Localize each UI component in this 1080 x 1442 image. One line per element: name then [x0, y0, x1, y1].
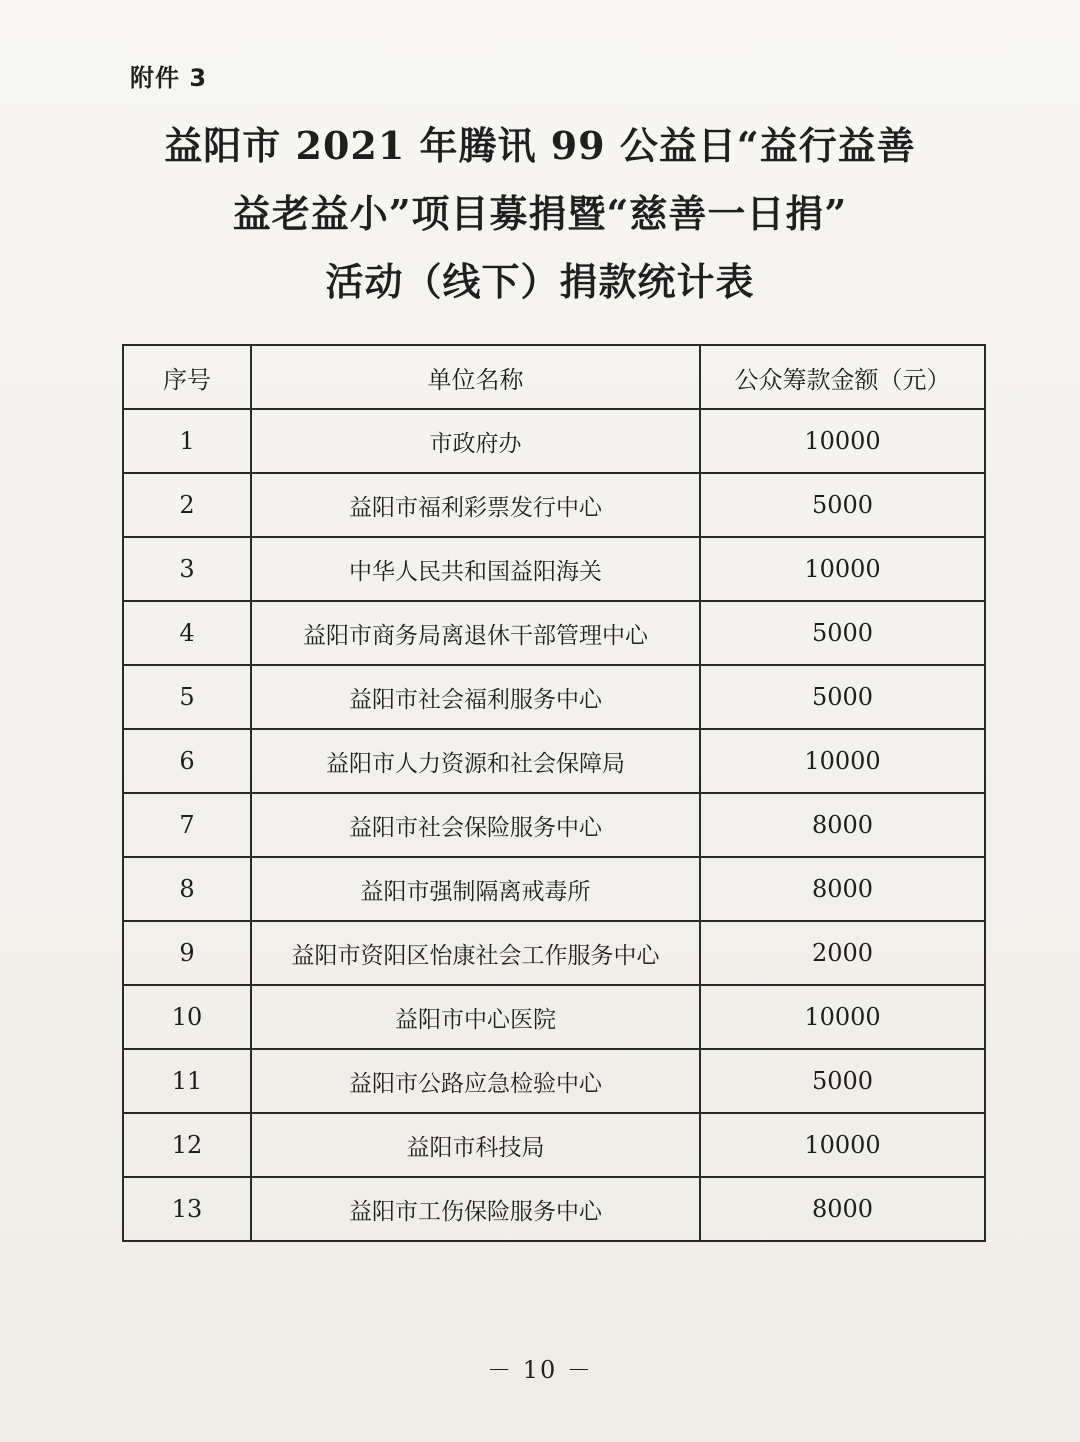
- row-index: 5: [123, 665, 251, 729]
- row-unit: 益阳市福利彩票发行中心: [251, 473, 700, 537]
- table-row: [123, 1177, 985, 1241]
- title-line-3: 活动（线下）捐款统计表: [325, 259, 755, 304]
- table-row: [123, 537, 985, 601]
- row-index: 9: [123, 921, 251, 985]
- row-unit: 益阳市强制隔离戒毒所: [251, 857, 700, 921]
- row-index: 2: [123, 473, 251, 537]
- row-amount: 10000: [700, 1113, 985, 1177]
- row-amount: 5000: [700, 665, 985, 729]
- row-amount: 5000: [700, 1049, 985, 1113]
- row-index: 4: [123, 601, 251, 665]
- row-amount: 8000: [700, 1177, 985, 1241]
- row-unit: 益阳市科技局: [251, 1113, 700, 1177]
- document-title: [0, 112, 1080, 316]
- row-amount: 2000: [700, 921, 985, 985]
- table-row: [123, 985, 985, 1049]
- header-amount: 公众筹款金额（元）: [700, 345, 985, 409]
- row-unit: 益阳市工伤保险服务中心: [251, 1177, 700, 1241]
- table-row: [123, 921, 985, 985]
- table-row: [123, 601, 985, 665]
- title-line-1: 益阳市 2021 年腾讯 99 公益日“益行益善: [164, 123, 916, 168]
- row-index: 1: [123, 409, 251, 473]
- row-unit: 益阳市中心医院: [251, 985, 700, 1049]
- row-index: 12: [123, 1113, 251, 1177]
- row-index: 11: [123, 1049, 251, 1113]
- table-row: [123, 1113, 985, 1177]
- row-unit: 益阳市公路应急检验中心: [251, 1049, 700, 1113]
- row-unit: 益阳市商务局离退休干部管理中心: [251, 601, 700, 665]
- row-index: 7: [123, 793, 251, 857]
- row-unit: 中华人民共和国益阳海关: [251, 537, 700, 601]
- table-row: [123, 729, 985, 793]
- table-row: [123, 1049, 985, 1113]
- table-row: [123, 793, 985, 857]
- table-row: [123, 857, 985, 921]
- row-amount: 10000: [700, 729, 985, 793]
- row-unit: 益阳市社会福利服务中心: [251, 665, 700, 729]
- row-index: 13: [123, 1177, 251, 1241]
- table-header-row: [123, 345, 985, 409]
- row-amount: 5000: [700, 473, 985, 537]
- row-amount: 10000: [700, 985, 985, 1049]
- donation-table: [122, 344, 986, 1242]
- header-index: 序号: [123, 345, 251, 409]
- row-unit: 市政府办: [251, 409, 700, 473]
- table-row: [123, 665, 985, 729]
- row-amount: 8000: [700, 857, 985, 921]
- row-index: 3: [123, 537, 251, 601]
- header-unit: 单位名称: [251, 345, 700, 409]
- row-amount: 10000: [700, 537, 985, 601]
- row-amount: 5000: [700, 601, 985, 665]
- title-line-2: 益老益小”项目募捐暨“慈善一日捐”: [232, 191, 848, 236]
- table-row: [123, 473, 985, 537]
- table-row: [123, 409, 985, 473]
- attachment-label: 附件 3: [130, 64, 208, 92]
- row-amount: 8000: [700, 793, 985, 857]
- row-index: 8: [123, 857, 251, 921]
- row-index: 6: [123, 729, 251, 793]
- row-unit: 益阳市资阳区怡康社会工作服务中心: [251, 921, 700, 985]
- row-amount: 10000: [700, 409, 985, 473]
- row-index: 10: [123, 985, 251, 1049]
- row-unit: 益阳市社会保险服务中心: [251, 793, 700, 857]
- row-unit: 益阳市人力资源和社会保障局: [251, 729, 700, 793]
- page-number: － 10 －: [487, 1356, 593, 1384]
